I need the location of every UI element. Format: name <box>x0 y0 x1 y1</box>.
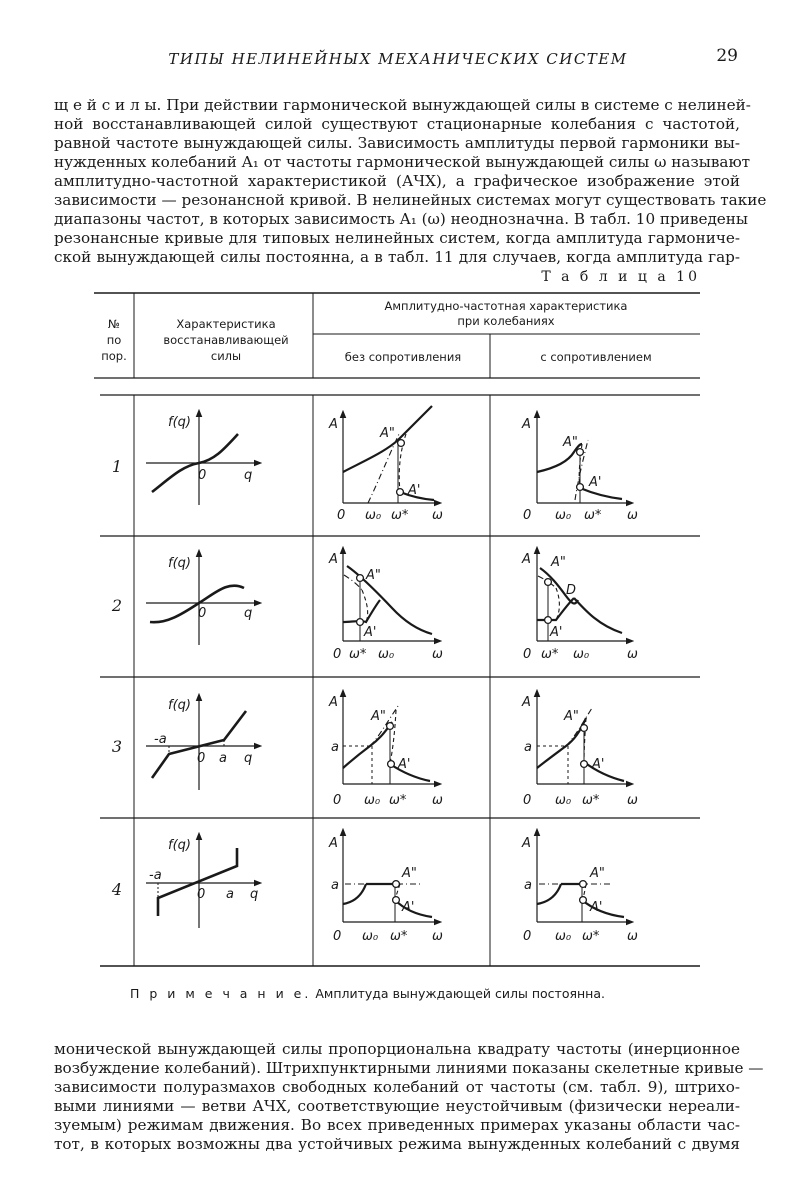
label-A2: A" <box>564 709 579 724</box>
point-A1 <box>577 484 584 491</box>
text-line: ской вынуждающей силы постоянна, а в табл. 11 для случаев, когда амплитуда гар- <box>54 248 740 266</box>
hdr-char-1: Характеристика <box>176 317 276 331</box>
row1-ach-with-damping <box>537 414 630 503</box>
text-line: возбуждение колебаний). Штрихпунктирными линиями показаны скелетные кривые — <box>54 1059 764 1077</box>
label-zero: 0 <box>523 793 532 808</box>
label-A2: A" <box>371 709 386 724</box>
row4-ach-no-damping <box>343 832 438 922</box>
label-A1: A' <box>550 625 563 640</box>
label-omega-star: ω* <box>389 793 407 808</box>
point-A2 <box>387 723 394 730</box>
hdr-char-2: восстанавливающей <box>163 333 289 347</box>
label-zero: 0 <box>333 793 342 808</box>
point-A1 <box>393 897 400 904</box>
text-line: выми линиями — ветви АЧХ, соответствующие неустойчивым (физически нереали- <box>54 1097 740 1115</box>
label-q: q <box>244 751 253 766</box>
label-a: a <box>226 887 234 902</box>
label-A: A <box>522 417 531 432</box>
label-A1: A' <box>398 757 411 772</box>
hdr-ach-2: при колебаниях <box>457 314 555 328</box>
label-omega-star: ω* <box>390 929 408 944</box>
label-A1: A' <box>408 483 421 498</box>
label-omega-star: ω* <box>349 647 367 662</box>
hdr-num-3: пор. <box>101 349 127 363</box>
text-line: зуемым) режимам движения. Во всех приведенных примерах указаны области час- <box>54 1116 740 1134</box>
label-fq: f(q) <box>168 556 191 571</box>
label-A2: A" <box>380 426 395 441</box>
label-omega0: ω₀ <box>364 793 381 808</box>
label-A1: A' <box>364 625 377 640</box>
label-a: a <box>219 751 227 766</box>
row4-ach-with-damping <box>537 832 630 922</box>
label-omega: ω <box>627 508 638 523</box>
text-line: тот, в которых возможны два устойчивых режима вынужденных колебаний с двумя <box>54 1135 740 1153</box>
text-line: диапазоны частот, в которых зависимость A₁ (ω) неоднозначна. В табл. 10 приведены <box>54 210 748 228</box>
label-omega: ω <box>432 793 443 808</box>
label-q: q <box>244 468 253 483</box>
label-zero: 0 <box>197 887 206 902</box>
text-line: монической вынуждающей силы пропорциональна квадрату частоты (инерционное <box>54 1040 740 1058</box>
text-line: зависимости — резонансной кривой. В нелинейных системах могут существовать такие <box>54 191 767 209</box>
label-fq: f(q) <box>168 838 191 853</box>
hdr-num-2: по <box>106 333 122 347</box>
label-A: A <box>329 417 338 432</box>
label-zero: 0 <box>523 929 532 944</box>
label-zero: 0 <box>198 468 207 483</box>
label-a: a <box>524 878 532 893</box>
page-number: 29 <box>716 46 738 66</box>
point-A1 <box>388 761 395 768</box>
text-line: резонансные кривые для типовых нелинейных систем, когда амплитуда гармониче- <box>54 229 740 247</box>
label-A: A <box>329 695 338 710</box>
label-omega-star: ω* <box>582 793 600 808</box>
point-A2 <box>398 440 405 447</box>
label-minus-a: -a <box>149 868 162 883</box>
label-fq: f(q) <box>168 698 191 713</box>
label-a: a <box>524 740 532 755</box>
label-zero: 0 <box>333 929 342 944</box>
label-omega: ω <box>432 929 443 944</box>
hdr-num-1: № <box>108 317 120 331</box>
hdr-with-damping: с сопротивлением <box>540 350 652 364</box>
label-A2: A" <box>551 555 566 570</box>
label-zero: 0 <box>333 647 342 662</box>
label-q: q <box>250 887 259 902</box>
point-A1 <box>581 761 588 768</box>
row3-ach-no-damping <box>343 693 438 784</box>
point-A2 <box>393 881 400 888</box>
label-omega0: ω₀ <box>378 647 395 662</box>
hdr-ach-1: Амплитудно-частотная характеристика <box>384 299 628 313</box>
label-omega0: ω₀ <box>555 508 572 523</box>
text-line: зависимости полуразмахов свободных колебаний от частоты (см. табл. 9), штрихо- <box>54 1078 740 1096</box>
label-omega: ω <box>627 793 638 808</box>
point-A1 <box>545 617 552 624</box>
label-omega0: ω₀ <box>555 793 572 808</box>
label-omega0: ω₀ <box>573 647 590 662</box>
text-line: ной восстанавливающей силой существуют стационарные колебания с частотой, <box>54 115 740 133</box>
label-omega: ω <box>432 647 443 662</box>
hdr-char-3: силы <box>210 349 242 363</box>
table-caption: Т а б л и ц а 10 <box>541 269 700 285</box>
label-A1: A' <box>590 900 603 915</box>
label-A1: A' <box>402 900 415 915</box>
label-omega0: ω₀ <box>555 929 572 944</box>
row-number: 1 <box>111 457 123 476</box>
label-A2: A" <box>402 866 417 881</box>
note-label: П р и м е ч а н и е. <box>130 986 312 1001</box>
label-omega0: ω₀ <box>365 508 382 523</box>
label-A: A <box>329 552 338 567</box>
text-line: амплитудно-частотной характеристикой (АЧХ), а графическое изображение этой <box>54 172 740 190</box>
label-A: A <box>329 836 338 851</box>
note-text: Амплитуда вынуждающей силы постоянна. <box>315 986 605 1001</box>
row4-restoring-force <box>146 836 258 928</box>
label-omega-star: ω* <box>391 508 409 523</box>
point-A1 <box>397 489 404 496</box>
row1-restoring-force <box>146 413 258 505</box>
label-a: a <box>331 878 339 893</box>
row-number: 4 <box>111 880 123 899</box>
label-A2: A" <box>590 866 605 881</box>
label-minus-a: -a <box>154 732 167 747</box>
label-A1: A' <box>592 757 605 772</box>
label-A2: A" <box>563 435 578 450</box>
label-A1: A' <box>589 475 602 490</box>
label-zero: 0 <box>337 508 346 523</box>
label-zero: 0 <box>198 606 207 621</box>
text-line: щ е й с и л ы. При действии гармонической вынуждающей силы в системе с нелиней- <box>54 96 751 114</box>
point-A2 <box>581 725 588 732</box>
label-fq: f(q) <box>168 415 191 430</box>
label-zero: 0 <box>523 508 532 523</box>
table-note <box>130 986 605 1001</box>
label-zero: 0 <box>197 751 206 766</box>
point-A2 <box>545 579 552 586</box>
label-A: A <box>522 836 531 851</box>
text-line: равной частоте вынуждающей силы. Зависимость амплитуды первой гармоники вы- <box>54 134 740 152</box>
label-omega-star: ω* <box>582 929 600 944</box>
label-zero: 0 <box>523 647 532 662</box>
label-omega0: ω₀ <box>362 929 379 944</box>
label-omega: ω <box>432 508 443 523</box>
row3-ach-with-damping <box>537 693 630 784</box>
row1-ach-no-damping <box>343 406 438 503</box>
outro-paragraph <box>54 1040 764 1154</box>
label-q: q <box>244 606 253 621</box>
point-A2 <box>357 575 364 582</box>
running-title: ТИПЫ НЕЛИНЕЙНЫХ МЕХАНИЧЕСКИХ СИСТЕМ <box>168 50 628 68</box>
point-A2 <box>580 881 587 888</box>
label-omega: ω <box>627 647 638 662</box>
point-A1 <box>357 619 364 626</box>
row2-ach-no-damping <box>343 550 438 641</box>
text-line: нужденных колебаний A₁ от частоты гармонической вынуждающей силы ω называют <box>54 153 751 171</box>
label-A: A <box>522 695 531 710</box>
label-omega: ω <box>627 929 638 944</box>
row2-restoring-force <box>146 553 258 645</box>
row-number: 2 <box>111 596 123 615</box>
label-A: A <box>522 552 531 567</box>
point-A1 <box>580 897 587 904</box>
label-omega-star: ω* <box>541 647 559 662</box>
label-D: D <box>566 583 577 598</box>
label-A2: A" <box>366 568 381 583</box>
row-number: 3 <box>111 737 123 756</box>
hdr-no-damping: без сопротивления <box>344 350 462 364</box>
label-a: a <box>331 740 339 755</box>
label-omega-star: ω* <box>584 508 602 523</box>
